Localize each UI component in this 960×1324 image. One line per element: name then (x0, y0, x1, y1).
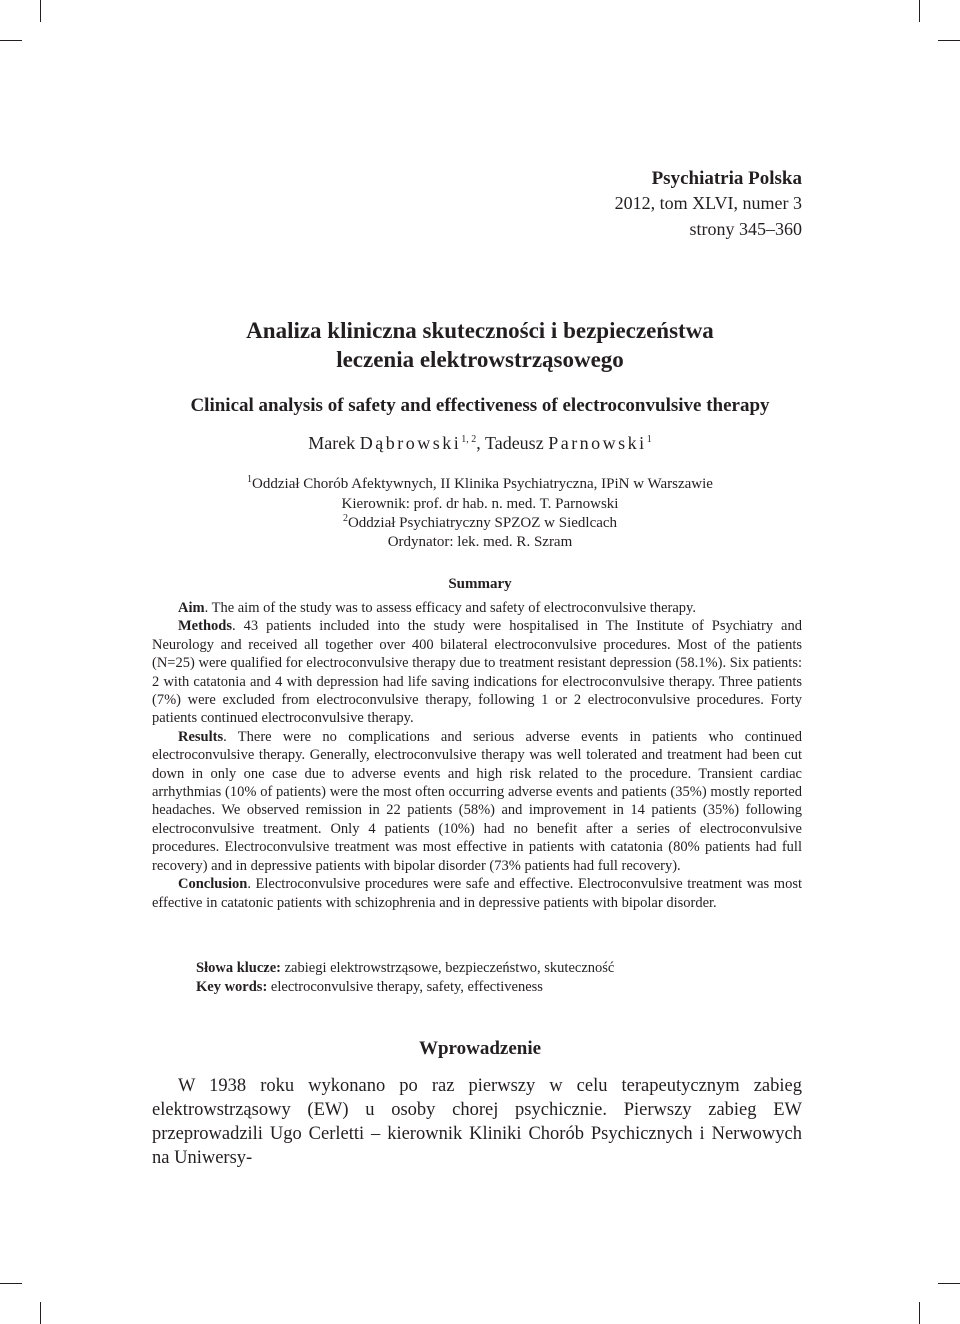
author-2-last-name: Parnowski (548, 433, 647, 453)
author-1-affiliation: 1, 2 (461, 434, 477, 445)
crop-mark-top-right (919, 0, 920, 22)
intro-heading: Wprowadzenie (418, 1038, 542, 1059)
keywords-english-text: electroconvulsive therapy, safety, effectiveness (267, 979, 543, 995)
crop-mark-bottom-right (919, 1302, 920, 1324)
summary-heading: Summary (448, 576, 512, 592)
crop-mark-bottom-left-h (0, 1283, 22, 1284)
author-2-first-name: Tadeusz (484, 433, 544, 453)
keywords-english (196, 979, 543, 996)
keywords-english-label: Key words: (196, 979, 268, 995)
author-1-first-name: Marek (308, 433, 356, 453)
summary-results (152, 728, 802, 875)
authors-line (0, 433, 960, 454)
author-1-last-name: Dąbrowski (359, 433, 462, 453)
journal-pages: strony 345–360 (689, 219, 802, 239)
conclusion-label: Conclusion (178, 876, 248, 893)
affiliation-2-number: 2 (342, 513, 348, 524)
keywords-polish (196, 960, 614, 977)
affiliation-2 (0, 515, 960, 532)
crop-mark-bottom-right-h (938, 1283, 960, 1284)
affiliation-1-head: Kierownik: prof. dr hab. n. med. T. Parnowski (341, 496, 619, 512)
journal-volume: 2012, tom XLVI, numer 3 (614, 193, 802, 213)
keywords-polish-text: zabiegi elektrowstrząsowe, bezpieczeństwo, skuteczność (280, 960, 615, 976)
summary-conclusion (152, 875, 802, 912)
aim-label: Aim (178, 600, 205, 616)
title-line-2: leczenia elektrowstrząsowego (336, 347, 624, 372)
summary-methods (152, 617, 802, 727)
author-2-affiliation: 1 (646, 434, 652, 445)
conclusion-text: . Electroconvulsive procedures were safe and effective. Electroconvulsive treatment was most effective in catatonic patients with schizophrenia and in depressive patients with bipolar disorder. (152, 876, 802, 911)
article-title-polish (0, 316, 960, 374)
affiliation-1 (0, 476, 960, 493)
article-title-english: Clinical analysis of safety and effectiveness of electroconvulsive therapy (190, 395, 770, 416)
summary-body (152, 599, 802, 912)
crop-mark-bottom-left (40, 1302, 41, 1324)
affiliation-2-text: Oddział Psychiatryczny SPZOZ w Siedlcach (347, 515, 618, 531)
intro-paragraph: W 1938 roku wykonano po raz pierwszy w celu terapeutycznym zabieg elektrowstrząsowy (EW) u osoby chorej psychicznie. Pierwszy zabieg EW przeprowadzili Ugo Cerletti – kierownik Kliniki Chorób Psychicznych i Nerwowych na Uniwersy- (152, 1076, 802, 1168)
affiliation-2-head: Ordynator: lek. med. R. Szram (387, 534, 573, 550)
summary-aim (152, 599, 802, 617)
title-line-1: Analiza kliniczna skuteczności i bezpieczeństwa (246, 318, 714, 343)
results-text: . There were no complications and serious adverse events in patients who continued electroconvulsive therapy. Generally, electroconvulsive therapy was well tolerated and treatment had been cut down in only one case due to adverse events and high risk related to the procedure. Transient cardiac arrhythmias (10% of patients) were the most often occurring adverse events and patients (35%) mostly reported headaches. We observed remission in 22 patients (58%) and improvement in 14 patients (35%) following electroconvulsive treatment. Only 4 patients (10%) had no benefit after a series of electroconvulsive procedures. Electroconvulsive treatment was most effective in patients with catatonia (80% patients had full recovery) and in depressive patients with bipolar disorder (73% patients had full recovery). (152, 728, 802, 874)
methods-label: Methods (178, 618, 232, 635)
results-label: Results (178, 728, 224, 745)
journal-name: Psychiatria Polska (651, 168, 802, 189)
intro-body (152, 1074, 802, 1170)
aim-text: . The aim of the study was to assess efficacy and safety of electroconvulsive therapy. (204, 600, 696, 616)
crop-mark-top-right-h (938, 40, 960, 41)
affiliation-1-text: Oddział Chorób Afektywnych, II Klinika Psychiatryczna, IPiN w Warszawie (252, 476, 713, 492)
author-separator: , (476, 433, 485, 453)
affiliation-1-number: 1 (247, 474, 253, 485)
crop-mark-top-left (40, 0, 41, 22)
methods-text: . 43 patients included into the study were hospitalised in The Institute of Psychiatry and Neurology and received all together over 400 bilateral electroconvulsive procedures. Most of the patients (N=25) were qualified for electroconvulsive therapy due to treatment resistant depression (58.1%). Six patients: 2 with catatonia and 4 with depression had life saving indications for electroconvulsive therapy. Three patients (7%) were excluded from electroconvulsive therapy, following 1 or 2 electroconvulsive procedures. Forty patients continued electroconvulsive therapy. (152, 618, 802, 727)
keywords-polish-label: Słowa klucze: (196, 960, 281, 976)
crop-mark-top-left-h (0, 40, 22, 41)
